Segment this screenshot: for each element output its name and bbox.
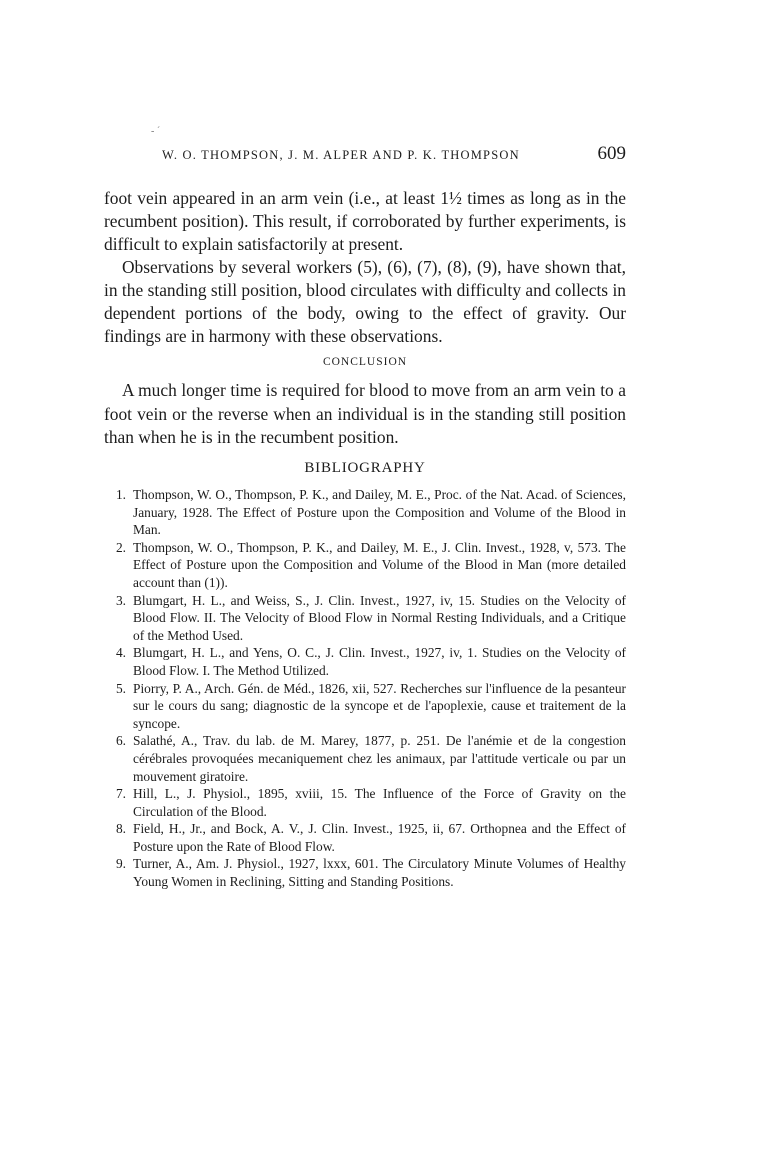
paragraph-text: foot vein appeared in an arm vein (i.e., at least 1½ times as long as in the recumbent position). This result, if corroborated by further experiments, is difficult to explain satisfactorily at present. [104, 188, 626, 254]
reference-number: 9. [115, 856, 126, 872]
reference-text: Field, H., Jr., and Bock, A. V., J. Clin. Invest., 1925, ii, 67. Orthopnea and the Effect of Posture upon the Rate of Blood Flow. [133, 821, 626, 854]
paragraph-text: Observations by several workers (5), (6), (7), (8), (9), have shown that, in the standing still position, blood circulates with difficulty and collects in dependent portions of the body, owing to the effect of gravity. Our findings are in harmony with these observations. [104, 257, 626, 346]
reference-item [104, 732, 626, 785]
reference-text: Thompson, W. O., Thompson, P. K., and Dailey, M. E., Proc. of the Nat. Acad. of Sciences, January, 1928. The Effect of Posture upon the Composition and Volume of the Blood in Man. [133, 487, 626, 538]
reference-number: 7. [115, 786, 126, 802]
reference-item [104, 785, 626, 820]
reference-item [104, 855, 626, 890]
page-number: 609 [597, 143, 626, 164]
conclusion-paragraph [104, 379, 626, 450]
reference-text: Blumgart, H. L., and Weiss, S., J. Clin. Invest., 1927, iv, 15. Studies on the Velocity of Blood Flow. II. The Velocity of Blood Flow in Normal Resting Individuals, and a Critique of the Method Used. [133, 592, 626, 643]
body-paragraph-observations [104, 256, 626, 348]
reference-text: Hill, L., J. Physiol., 1895, xviii, 15. The Influence of the Force of Gravity on the Circulation of the Blood. [133, 786, 626, 819]
reference-item [104, 486, 626, 539]
reference-number: 6. [115, 733, 126, 749]
reference-text: Thompson, W. O., Thompson, P. K., and Dailey, M. E., J. Clin. Invest., 1928, v, 573. The Effect of Posture upon the Composition and Volume of the Blood in Man (more detailed account than (1)). [133, 539, 626, 590]
bibliography-heading: BIBLIOGRAPHY [304, 460, 426, 476]
reference-item [104, 820, 626, 855]
reference-item [104, 680, 626, 733]
reference-text: Salathé, A., Trav. du lab. de M. Marey, 1877, p. 251. De l'anémie et de la congestion cérébrales provoquées mecaniquement chez les animaux, par l'attitude verticale ou par un mouvement giratoire. [133, 733, 626, 784]
reference-item [104, 644, 626, 679]
reference-list [104, 486, 626, 891]
reference-number: 3. [115, 592, 126, 608]
reference-text: Turner, A., Am. J. Physiol., 1927, lxxx, 601. The Circulatory Minute Volumes of Healthy Young Women in Reclining, Sitting and Standing Positions. [133, 856, 626, 890]
conclusion-heading: CONCLUSION [322, 356, 408, 368]
reference-item [104, 592, 626, 645]
reference-item [104, 539, 626, 592]
reference-text: Piorry, P. A., Arch. Gén. de Méd., 1826, xii, 527. Recherches sur l'influence de la pesanteur sur le cours du sang; diagnostic de la syncope et de l'apoplexie, cause et traitement de la syncope. [133, 680, 626, 731]
reference-number: 8. [115, 821, 126, 837]
running-head-authors: W. O. THOMPSON, J. M. ALPER AND P. K. THOMPSON [162, 148, 520, 162]
reference-number: 2. [115, 539, 126, 555]
paragraph-text: A much longer time is required for blood to move from an arm vein to a foot vein or the reverse when an individual is in the standing still position than when he is in the recumbent position. [104, 380, 626, 447]
scan-speck: - ´ [151, 126, 161, 137]
running-head [104, 143, 626, 167]
reference-text: Blumgart, H. L., and Yens, O. C., J. Clin. Invest., 1927, iv, 1. Studies on the Velocity of Blood Flow. I. The Method Utilized. [133, 645, 626, 678]
reference-number: 5. [115, 680, 126, 696]
body-paragraph-continued [104, 187, 626, 256]
reference-number: 1. [115, 487, 126, 502]
reference-number: 4. [115, 645, 126, 661]
